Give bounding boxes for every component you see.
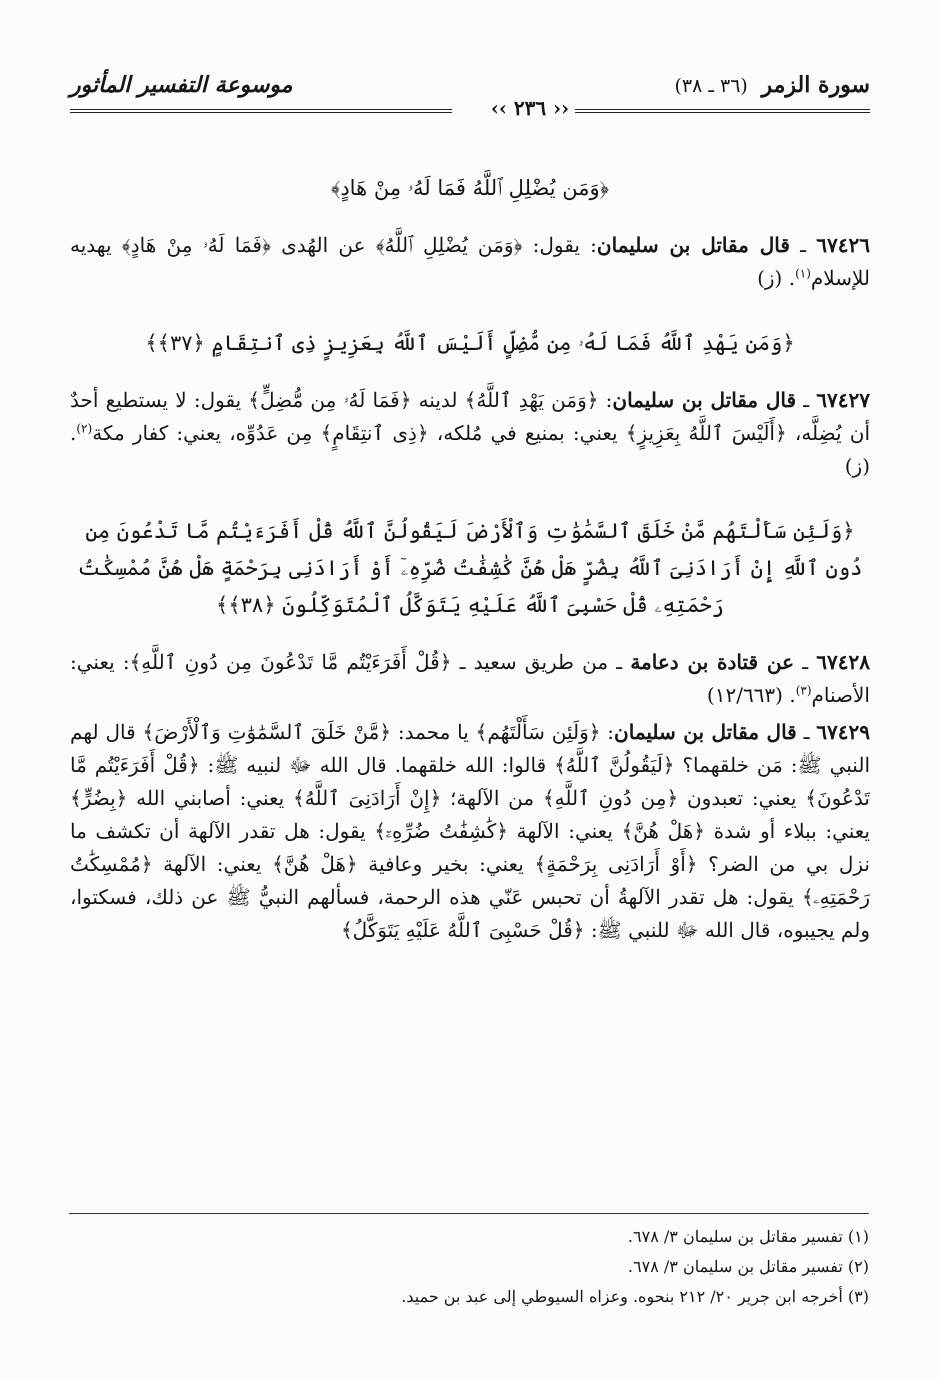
entry-number: ٦٧٤٢٨ bbox=[816, 650, 870, 674]
narrator: عن قتادة بن دعامة bbox=[630, 650, 795, 674]
entry-number: ٦٧٤٢٩ bbox=[816, 720, 871, 744]
narrator: قال مقاتل بن سليمان bbox=[596, 233, 790, 257]
entry-text: : ﴿وَمَن يَهْدِ ٱللَّهُ﴾ لدينه ﴿فَمَا لَهُۥ مِن مُّضِلٍّ﴾ يقول: لا يستطيع أحدٌ أن يُضِلَّه، ﴿أَلَيْسَ ٱللَّهُ بِعَزِيزٍ﴾ يعني: بمنيع في مُلكه، ﴿ذِى ٱنتِقَامٍ﴾ مِن عَدُوِّه، يعني: كفار مكة bbox=[70, 388, 870, 445]
header-rule-left bbox=[70, 109, 452, 113]
page-number: ‹‹ ٢٣٦ ›› bbox=[485, 96, 575, 120]
quran-verse: ﴿وَمَن يُضْلِلِ ٱللَّهُ فَمَا لَهُۥ مِنْ هَادٍ﴾ bbox=[331, 176, 609, 200]
footnote: (٢) تفسير مقاتل بن سليمان ٣/ ٦٧٨. bbox=[627, 1257, 869, 1276]
footnote: (١) تفسير مقاتل بن سليمان ٣/ ٦٧٨. bbox=[627, 1227, 869, 1246]
quran-verse: ﴿وَمَن يَهْدِ ٱللَّهُ فَمَا لَهُۥ مِن مُّضِلٍّ أَلَيْسَ ٱللَّهُ بِعَزِيزٍ ذِى ٱنتِقَامٍ ﴿٣٧﴾﴾ bbox=[145, 331, 795, 355]
commentary-entry: ٦٧٤٢٨ ـ عن قتادة بن دعامة ـ من طريق سعيد ـ ﴿قُلْ أَفَرَءَيْتُم مَّا تَدْعُونَ مِن دُونِ ٱللَّهِ﴾: يعني: الأصنام$^{(٣)}$. (١٢/٦٦٣) bbox=[70, 650, 870, 707]
footnote-ref[interactable]: (١) bbox=[795, 266, 811, 281]
narrator: قال مقاتل بن سليمان bbox=[614, 720, 797, 744]
header-rule-right bbox=[560, 109, 870, 113]
entry-number: ٦٧٤٢٧ bbox=[816, 388, 871, 412]
verse-range: (٣٦ ـ ٣٨) bbox=[674, 75, 748, 97]
page-header bbox=[70, 70, 870, 122]
narrator: قال مقاتل بن سليمان bbox=[612, 388, 797, 412]
entry-text: ـ من طريق سعيد ـ ﴿قُلْ أَفَرَءَيْتُم مَّا تَدْعُونَ مِن دُونِ ٱللَّهِ﴾: يعني: الأصنام bbox=[70, 650, 870, 707]
quran-verse: ﴿وَلَئِن سَأَلْتَهُم مَّنْ خَلَقَ ٱلسَّمَٰوَٰتِ وَٱلْأَرْضَ لَيَقُولُنَّ ٱللَّهُ قُلْ أَفَرَءَيْتُم مَّا تَدْعُونَ مِن دُونِ ٱللَّهِ إِنْ أَرَادَنِىَ ٱللَّهُ بِضُرٍّ هَلْ هُنَّ كَٰشِفَٰتُ ضُرِّهِۦٓ أَوْ أَرَادَنِى بِرَحْمَةٍ هَلْ هُنَّ مُمْسِكَٰتُ رَحْمَتِهِۦ قُلْ حَسْبِىَ ٱللَّهُ عَلَيْهِ يَتَوَكَّلُ ٱلْمُتَوَكِّلُونَ ﴿٣٨﴾﴾ bbox=[77, 519, 863, 617]
book-title: موسوعة التفسير المأثور bbox=[70, 72, 293, 98]
commentary-entry: ٦٧٤٢٧ ـ قال مقاتل بن سليمان: ﴿وَمَن يَهْدِ ٱللَّهُ﴾ لدينه ﴿فَمَا لَهُۥ مِن مُّضِلٍّ﴾ يقول: لا يستطيع أحدٌ أن يُضِلَّه، ﴿أَلَيْسَ ٱللَّهُ بِعَزِيزٍ﴾ يعني: بمنيع في مُلكه، ﴿ذِى ٱنتِقَامٍ﴾ مِن عَدُوِّه، يعني: كفار مكة$^{(٢)}$. (ز) bbox=[70, 388, 871, 478]
entry-tail: . (١٢/٦٦٣) bbox=[706, 683, 796, 707]
surah-title: سورة الزمر bbox=[761, 72, 870, 98]
entry-tail: . (ز) bbox=[757, 266, 796, 290]
entry-text: : يقول: ﴿وَمَن يُضْلِلِ ٱللَّهُ﴾ عن الهُدى ﴿فَمَا لَهُۥ مِنْ هَادٍ﴾ يهديه للإسلام bbox=[70, 233, 870, 290]
page-body bbox=[70, 170, 870, 947]
commentary-entry: ٦٧٤٢٦ ـ قال مقاتل بن سليمان: يقول: ﴿وَمَن يُضْلِلِ ٱللَّهُ﴾ عن الهُدى ﴿فَمَا لَهُۥ مِنْ هَادٍ﴾ يهديه للإسلام$^{(١)}$. (ز) bbox=[70, 233, 870, 290]
entry-number: ٦٧٤٢٦ bbox=[816, 233, 870, 257]
running-head-surah bbox=[674, 72, 870, 98]
footnote-ref[interactable]: (٣) bbox=[795, 683, 812, 698]
footnote-separator bbox=[69, 1213, 869, 1214]
footnote: (٣) أخرجه ابن جرير ٢٠/ ٢١٢ بنحوه. وعزاه السيوطي إلى عبد بن حميد. bbox=[401, 1287, 869, 1306]
entry-text: : ﴿وَلَئِن سَأَلْتَهُم﴾ يا محمد: ﴿مَّنْ خَلَقَ ٱلسَّمَٰوَٰتِ وَٱلْأَرْضَ﴾ قال لهم النبي ﷺ: مَن خلقهما؟ ﴿لَيَقُولُنَّ ٱللَّهُ﴾ قالوا: الله خلقهما. قال الله ﷻ لنبيه ﷺ: ﴿قُلْ أَفَرَءَيْتُم مَّا تَدْعُونَ﴾ يعني: تعبدون ﴿مِن دُونِ ٱللَّهِ﴾ من الآلهة؛ ﴿إِنْ أَرَادَنِىَ ٱللَّهُ﴾ يعني: أصابني الله ﴿بِضُرٍّ﴾ يعني: ببلاء أو شدة ﴿هَلْ هُنَّ﴾ يعني: الآلهة ﴿كَٰشِفَٰتُ ضُرِّهِۦٓ﴾ يقول: هل تقدر الآلهة أن تكشف ما نزل بي من الضر؟ ﴿أَوْ أَرَادَنِى بِرَحْمَةٍ﴾ يعني: بخير وعافية ﴿هَلْ هُنَّ﴾ يعني: الآلهة ﴿مُمْسِكَٰتُ رَحْمَتِهِۦ﴾ يقول: هل تقدر الآلهةُ أن تحبس عَنّي هذه الرحمة، فسألهم النبيُّ ﷺ عن ذلك، فسكتوا، ولم يجيبوه، قال الله ﷻ للنبي ﷺ: ﴿قُلْ حَسْبِىَ ٱللَّهُ عَلَيْهِ يَتَوَكَّلُ﴾ bbox=[70, 720, 870, 942]
commentary-entry: ٦٧٤٢٩ ـ قال مقاتل بن سليمان: ﴿وَلَئِن سَأَلْتَهُم﴾ يا محمد: ﴿مَّنْ خَلَقَ ٱلسَّمَٰوَٰتِ وَٱلْأَرْضَ﴾ قال لهم النبي ﷺ: مَن خلقهما؟ ﴿لَيَقُولُنَّ ٱللَّهُ﴾ قالوا: الله خلقهما. قال الله ﷻ لنبيه ﷺ: ﴿قُلْ أَفَرَءَيْتُم مَّا تَدْعُونَ﴾ يعني: تعبدون ﴿مِن دُونِ ٱللَّهِ﴾ من الآلهة؛ ﴿إِنْ أَرَادَنِىَ ٱللَّهُ﴾ يعني: أصابني الله ﴿بِضُرٍّ﴾ يعني: ببلاء أو شدة ﴿هَلْ هُنَّ﴾ يعني: الآلهة ﴿كَٰشِفَٰتُ ضُرِّهِۦٓ﴾ يقول: هل تقدر الآلهة أن تكشف ما نزل بي من الضر؟ ﴿أَوْ أَرَادَنِى بِرَحْمَةٍ﴾ يعني: بخير وعافية ﴿هَلْ هُنَّ﴾ يعني: الآلهة ﴿مُمْسِكَٰتُ رَحْمَتِهِۦ﴾ يقول: هل تقدر الآلهةُ أن تحبس عَنّي هذه الرحمة، فسألهم النبيُّ ﷺ عن ذلك، فسكتوا، ولم يجيبوه، قال الله ﷻ للنبي ﷺ: ﴿قُلْ حَسْبِىَ ٱللَّهُ عَلَيْهِ يَتَوَكَّلُ﴾ bbox=[70, 720, 871, 942]
entry-tail: . (ز) bbox=[70, 421, 870, 478]
footnotes bbox=[69, 1222, 869, 1312]
footnote-ref[interactable]: (٢) bbox=[76, 421, 93, 436]
